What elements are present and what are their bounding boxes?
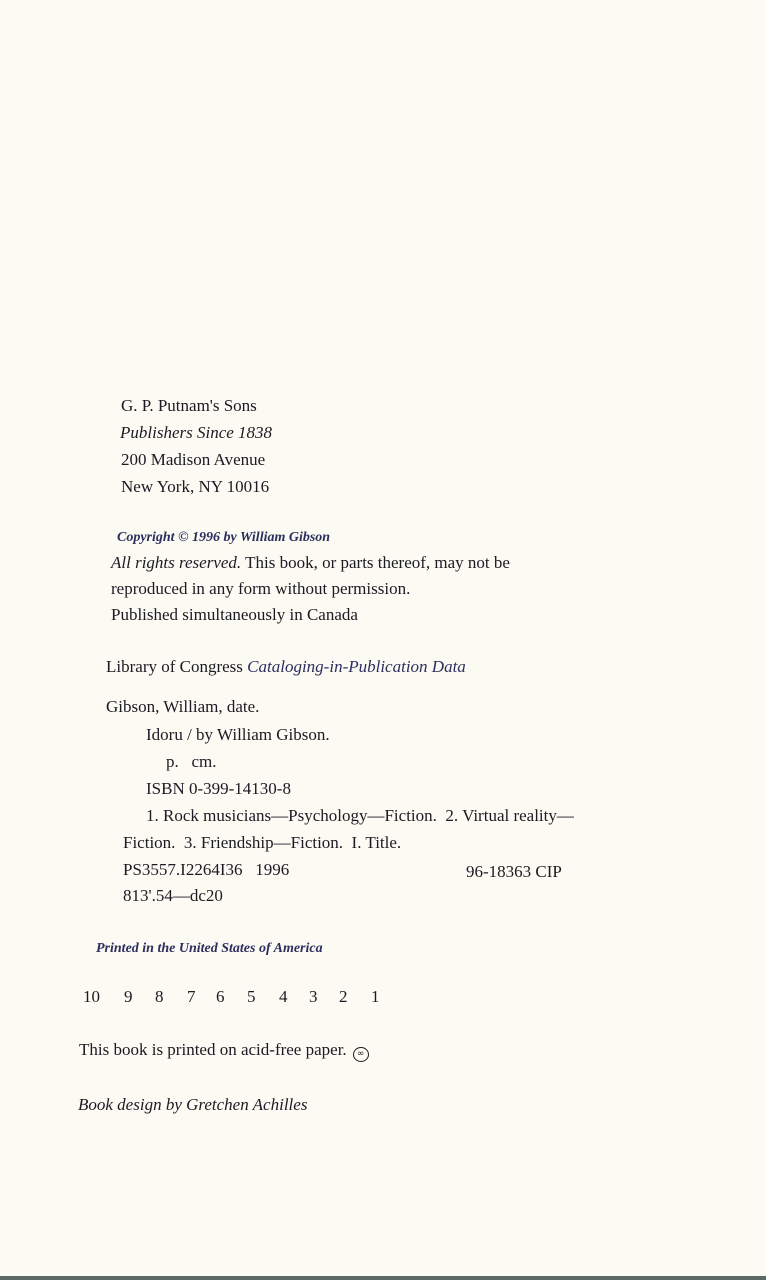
- recycle-infinity-icon: ∞: [353, 1047, 369, 1062]
- copyright-line: Copyright © 1996 by William Gibson: [117, 530, 331, 545]
- acid-free-line: [79, 1040, 369, 1062]
- printing-number: 10: [83, 987, 100, 1006]
- printing-number: 5: [247, 987, 256, 1006]
- printing-number: 9: [124, 987, 133, 1006]
- cip-heading-plain: Library of Congress: [106, 657, 248, 676]
- printing-number: 8: [155, 987, 164, 1006]
- cip-subjects-2: Fiction. 3. Friendship—Fiction. I. Title.: [123, 833, 402, 852]
- rights-line-1: [111, 553, 510, 573]
- publisher-street: 200 Madison Avenue: [121, 450, 266, 469]
- cip-heading-italic: Cataloging-in-Publication Data: [247, 657, 466, 676]
- cip-dewey: 813'.54—dc20: [123, 886, 223, 905]
- rights-line-3: Published simultaneously in Canada: [111, 605, 358, 624]
- rights-line-2: reproduced in any form without permission.: [111, 579, 411, 598]
- printing-number: 1: [371, 987, 380, 1006]
- page-edge: [0, 1276, 766, 1280]
- cip-call-number: PS3557.I2264I36 1996: [123, 860, 290, 879]
- printing-number: 7: [187, 987, 196, 1006]
- cip-pages: p. cm.: [166, 752, 217, 771]
- printed-in: Printed in the United States of America: [96, 941, 323, 956]
- publisher-city: New York, NY 10016: [121, 477, 270, 496]
- printing-number: 6: [216, 987, 225, 1006]
- cip-isbn: ISBN 0-399-14130-8: [146, 779, 291, 798]
- cip-subjects-1: 1. Rock musicians—Psychology—Fiction. 2. Virtual reality—: [146, 806, 574, 825]
- cip-heading: [106, 657, 466, 677]
- publisher-since: Publishers Since 1838: [120, 423, 273, 442]
- printing-number: 4: [279, 987, 288, 1006]
- cip-number: 96-18363 CIP: [466, 862, 562, 881]
- cip-title: Idoru / by William Gibson.: [146, 725, 330, 744]
- acid-free-text: This book is printed on acid-free paper.: [79, 1040, 347, 1059]
- publisher-name: G. P. Putnam's Sons: [121, 396, 257, 415]
- cip-author: Gibson, William, date.: [106, 697, 260, 716]
- printing-number: 2: [339, 987, 348, 1006]
- printing-number: 3: [309, 987, 318, 1006]
- rights-reserved: All rights reserved.: [111, 553, 242, 572]
- rights-line-1-rest: This book, or parts thereof, may not be: [241, 553, 510, 572]
- design-credit: Book design by Gretchen Achilles: [78, 1095, 308, 1114]
